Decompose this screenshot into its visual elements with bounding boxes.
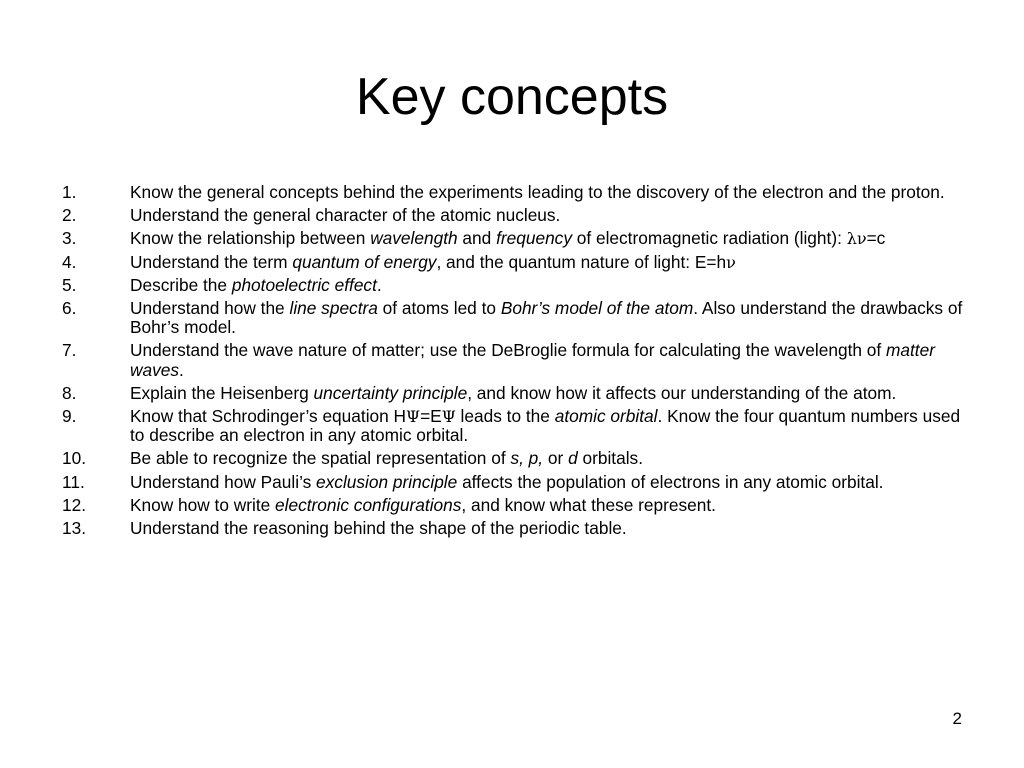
concept-text-segment: Explain the Heisenberg — [130, 382, 314, 403]
emphasized-term: photoelectric effect — [231, 274, 377, 295]
concept-item — [62, 519, 967, 538]
concept-text — [130, 276, 967, 295]
concept-item — [62, 229, 967, 248]
concept-text-segment: Understand the general character of the atomic nucleus. — [130, 205, 561, 226]
concept-number: 12. — [62, 494, 87, 515]
key-concepts-list — [62, 183, 967, 542]
emphasized-term: wavelength — [370, 228, 458, 249]
concept-text-segment: Understand the term — [130, 251, 293, 272]
concept-text-segment: leads to the — [455, 406, 555, 427]
greek-symbol: Ψ — [441, 407, 456, 427]
emphasized-term: exclusion principle — [316, 471, 458, 492]
concept-item — [62, 341, 967, 379]
concept-text-segment: , and know how it affects our understanding of the atom. — [467, 382, 897, 403]
greek-symbol: λν — [846, 229, 867, 249]
concept-text-segment: of atoms led to — [377, 298, 501, 319]
emphasized-term: frequency — [496, 228, 572, 249]
concept-number: 10. — [62, 448, 87, 469]
concept-number: 13. — [62, 518, 87, 539]
emphasized-term: s, p, — [510, 448, 544, 469]
concept-item — [62, 299, 967, 337]
concept-text-segment: =E — [420, 406, 442, 427]
concept-text-segment: . — [178, 359, 184, 380]
concept-item — [62, 473, 967, 492]
concept-text-segment: Understand the wave nature of matter; use the DeBroglie formula for calculating the wavelength of — [130, 340, 886, 361]
emphasized-term: electronic configurations — [275, 494, 462, 515]
concept-text — [130, 229, 967, 248]
concept-item — [62, 206, 967, 225]
concept-text-segment: Understand how the — [130, 298, 290, 319]
greek-symbol: ν — [726, 252, 736, 272]
greek-symbol: Ψ — [406, 407, 421, 427]
concept-text — [130, 407, 967, 445]
concept-number: 5. — [62, 274, 77, 295]
concept-number: 11. — [62, 471, 85, 492]
concept-text-segment: and — [457, 228, 497, 249]
concept-text — [130, 206, 967, 225]
concept-number: 1. — [62, 182, 77, 202]
concept-number: 9. — [62, 406, 77, 427]
emphasized-term: Bohr’s model of the atom — [500, 298, 694, 319]
concept-number: 4. — [62, 251, 77, 272]
concept-text-segment: Be able to recognize the spatial representation of — [130, 448, 511, 469]
concept-text-segment: orbitals. — [577, 448, 643, 469]
concept-text-segment: Know the general concepts behind the experiments leading to the discovery of the electron and the proton. — [130, 182, 945, 202]
emphasized-term: matter waves — [130, 340, 935, 380]
concept-item — [62, 253, 967, 272]
concept-text — [130, 473, 967, 492]
emphasized-term: uncertainty principle — [313, 382, 468, 403]
concept-text-segment: of electromagnetic radiation (light): — [571, 228, 847, 249]
concept-text-segment: . Also understand the drawbacks of Bohr’s model. — [130, 298, 963, 338]
concept-number: 2. — [62, 205, 77, 226]
emphasized-term: line spectra — [289, 298, 378, 319]
concept-item — [62, 449, 967, 468]
emphasized-term: quantum of energy — [292, 251, 437, 272]
emphasized-term: d — [568, 448, 578, 469]
concept-text — [130, 299, 967, 337]
concept-text-segment: . — [376, 274, 382, 295]
concept-text-segment: Know that Schrodinger’s equation H — [130, 406, 407, 427]
concept-item — [62, 276, 967, 295]
page-number: 2 — [952, 709, 962, 728]
concept-number: 8. — [62, 382, 77, 403]
concept-item — [62, 407, 967, 445]
concept-item — [62, 183, 967, 202]
concept-text-segment: affects the population of electrons in any atomic orbital. — [457, 471, 884, 492]
concept-text — [130, 519, 967, 538]
concept-text-segment: Know the relationship between — [130, 228, 371, 249]
concept-text — [130, 183, 967, 202]
slide-title: Key concepts — [355, 68, 669, 126]
concept-text — [130, 496, 967, 515]
emphasized-term: atomic orbital — [554, 406, 658, 427]
concept-text-segment: or — [543, 448, 569, 469]
concept-text-segment: =c — [866, 228, 886, 249]
concept-text-segment: Describe the — [130, 274, 232, 295]
concept-number: 3. — [62, 228, 77, 249]
concept-number: 7. — [62, 340, 77, 361]
concept-text — [130, 449, 967, 468]
concept-text — [130, 341, 967, 379]
concept-text-segment: Understand the reasoning behind the shape of the periodic table. — [130, 518, 627, 539]
concept-text-segment: , and the quantum nature of light: E=h — [436, 251, 727, 272]
concept-text-segment: Know how to write — [130, 494, 276, 515]
concept-text-segment: . Know the four quantum numbers used to describe an electron in any atomic orbital. — [130, 406, 961, 446]
concept-item — [62, 384, 967, 403]
concept-text-segment: Understand how Pauli’s — [130, 471, 317, 492]
concept-text-segment: , and know what these represent. — [461, 494, 716, 515]
concept-item — [62, 496, 967, 515]
concept-number: 6. — [62, 298, 77, 319]
concept-text — [130, 253, 967, 272]
concept-text — [130, 384, 967, 403]
